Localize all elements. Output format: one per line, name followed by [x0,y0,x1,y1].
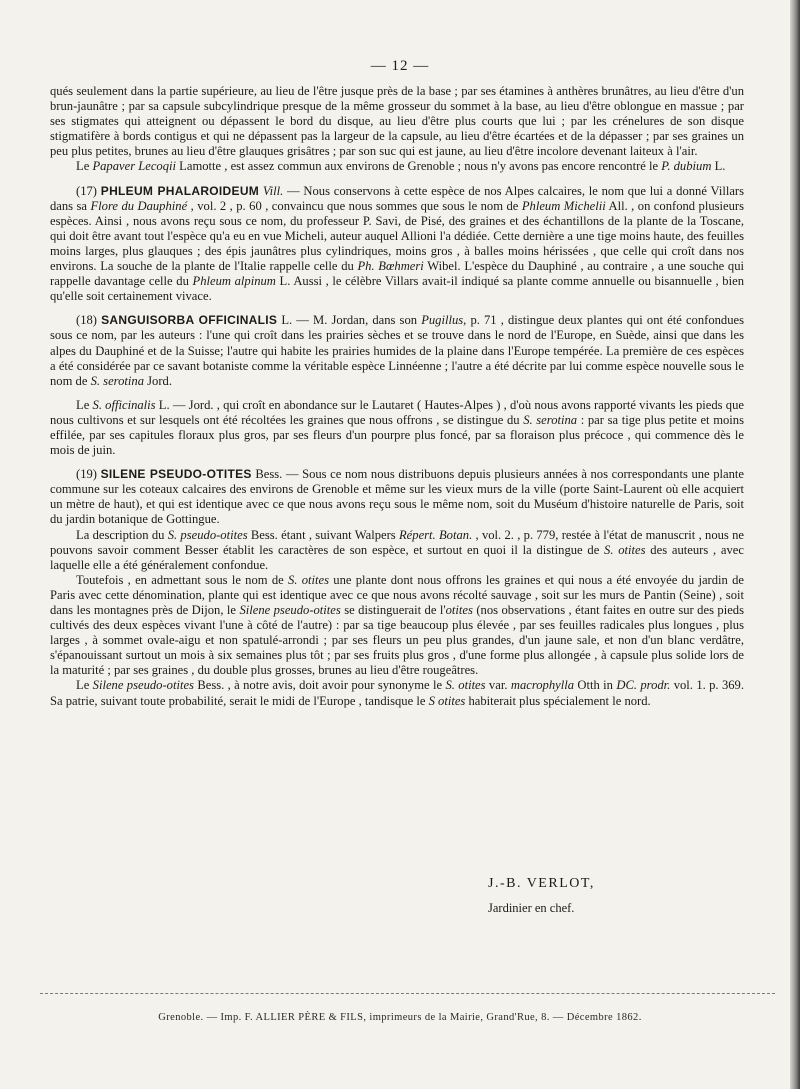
author-abbrev: Vill. [259,183,284,198]
book-title: Répert. Botan. [398,527,473,542]
text-run: , vol. 2 , p. 60 , convaincu que nous sommes que sous le nom de [187,198,522,213]
text-run: des auteurs , avec laquelle elle a été généralement confondue. [50,542,744,572]
species-name: S. otites [445,678,486,693]
text-run: Wibel. L'espèce du Dauphiné , au contraire , a une souche qui rappelle davantage celle du [50,259,745,289]
page-edge-shadow [790,0,800,1089]
signature-role: Jardinier en chef. [488,901,575,915]
text-run: Le [76,159,93,174]
synonym-paragraph [50,678,744,708]
species-name: Phleum Michelii [521,198,606,213]
text-run: Jord. [144,373,172,388]
species-heading: PHLEUM PHALAROIDEUM [100,183,260,198]
comparison-paragraph [50,573,744,679]
species-name: S. serotina [90,373,144,388]
species-name: P. dubium [661,159,712,174]
species-name: S. officinalis [92,397,156,412]
species-name: Phleum alpinum [192,274,276,289]
species-name: otites [445,603,473,617]
text-run: — Nous conservons à cette espèce de nos Alpes calcaires, le nom que lui a donné Villars dans sa [50,183,745,213]
book-title: DC. prodr. [616,678,671,693]
officinalis-paragraph [50,398,744,458]
footer-rule [40,993,775,994]
text-run: se distinguerait de l' [340,603,446,617]
text-run: , p. 71 , distingue deux plantes qui ont été confondues sous ce nom, par les auteurs : l'une qui croît dans les prairies sèches et se trouve dans le nord de l'Europe, en Suède, ainsi que dans les alpes du Dauphiné et de la Suisse; l'autre qui habite les prairies humides de la plaine dans l'Europe tempérée. La première de ces espèces a été considérée par ce savant botaniste comme la véritable espèce Linnéenne ; l'autre a été décrite par lui comme espèce nouvelle sous le nom de [50,313,745,388]
note-number: (19) [76,467,101,482]
species-name: macrophylla [510,678,575,693]
page-number: — 12 — [370,58,430,74]
main-text [50,84,744,709]
text-run: une plante dont nous offrons les graines et qui nous a été envoyée du jardin de Paris avec cette dénomination, plante qui est identique avec ce que nous avons récolté sauvage , soit sur les murs de Pantin (Seine) , soit dans les montagnes près de Dijon, le [50,572,744,617]
text-run: Bess. , à notre avis, doit avoir pour synonyme le [193,678,446,693]
species-name: S. pseudo-otites [167,527,248,542]
text-run: All. , on confond plusieurs espèces. Ainsi , nous avons reçu sous ce nom, du professeur P. Savi, de Pisé, des graines et des échantillons de la plante de la Toscane, qui doit être avant tout l'espèce qu'a eu en vue Micheli, auteur auquel Allioni l'a dédiée. Cette dernière a une tige moins haute, des feuilles moins larges, plus glauques ; des épis jaunâtres plus cylindriques, moins gros , à balles moins hérissées , que celle qui croît dans nos environs. La souche de la plante de l'Italie rappelle celle du [50,198,745,274]
book-title: Flore du Dauphiné [90,198,188,213]
printer-imprint: Grenoble. — Imp. F. ALLIER PÈRE & FILS, imprimeurs de la Mairie, Grand'Rue, 8. — Décembre 1862. [158,1012,642,1023]
text-run: vol. 1. p. 369. Sa patrie, suivant toute probabilité, serait le midi de l'Europe , tandisque le [50,678,744,708]
note-19-paragraph [50,467,744,527]
species-heading: SANGUISORBA OFFICINALIS [101,313,278,328]
text-run: Bess. — Sous ce nom nous distribuons depuis plusieurs années à nos correspondants une plante commune sur les coteaux calcaires des environs de Grenoble et même sur les vieux murs de la ville (porte Saint-Laurent où elle acquiert un mètre de haut), et qui est identique avec ce que nous avons reçu sous le même nom, soit du Muséum d'histoire naturelle de Paris, soit du jardin botanique de Gottingue. [50,467,744,527]
species-name: S. serotina [523,412,578,427]
book-title: Pugillus [421,313,464,328]
text-run: var. [485,678,511,693]
species-name: S. otites [288,572,329,587]
text-run: , vol. 2. , p. 779, restée à l'état de manuscrit , nous ne pouvons savoir comment Besser établit les caractères de son espèce, et surtout en quoi il la distingue de [50,527,744,557]
text-run: Otth in [574,678,617,693]
text-run: L. — Jord. , qui croît en abondance sur le Lautaret ( Hautes-Alpes ) , d'où nous avons rapporté vivants les pieds que nous cultivons et sur lesquels ont été récoltées les graines que nous offrons , se distingue du [50,397,744,427]
text-run: Toutefois , en admettant sous le nom de [76,572,288,587]
species-heading: SILENE PSEUDO-OTITES [100,467,252,482]
note-number: (18) [76,313,102,328]
text-run: Le [76,678,93,693]
text-run: La description du [76,527,168,542]
species-name: Silene pseudo-otites [92,678,194,693]
text-run: : par sa tige plus petite et moins effilée, par ses capitules floraux plus gros, par ses fleurs d'un pourpre plus foncé, par sa floraison plus précoce , qui commence dès le mois de juin. [50,412,744,458]
note-17-paragraph [50,184,744,305]
species-name: S. otites [604,542,646,557]
text-run: Lamotte , est assez commun aux environs de Grenoble ; nous n'y avons pas encore rencontré le [176,159,662,174]
species-name: S otites [428,693,466,708]
continuation-paragraph: qués seulement dans la partie supérieure, au lieu de l'être jusque près de la base ; par ses étamines à anthères brunâtres, au lieu d'être d'un brun-jaunâtre ; par sa capsule subcylindrique presque de la même grosseur du sommet à la base, au lieu d'être oblongue en massue ; par ses stigmates qui atteignent ou dépassent le bord du disque, au lieu d'être plus courts que lui ; par les crénelures de son disque stigmatifère à bords contigus et qui ne dépassent pas la largeur de la capsule, au lieu d'être écartées et de la dépasser ; par ses graines un peu plus petites, brunes au lieu d'être glauques grisâtres ; par son suc qui est jaune, au lieu d'être incolore devenant laiteux à l'air. [50,84,744,159]
note-18-paragraph [50,313,744,388]
note-number: (17) [76,183,101,198]
text-run: L. [711,159,726,174]
description-paragraph [50,528,744,573]
text-run: L. — M. Jordan, dans son [277,313,422,328]
signature-name: J.-B. VERLOT, [488,876,595,891]
text-run: L. Aussi , le célèbre Villars avait-il indiqué sa plante comme annuelle ou bisannuelle , bien qu'elle soit certainement vivace. [50,274,744,304]
text-run: habiterait plus spécialement le nord. [465,693,651,708]
species-name: Ph. Bœhmeri [357,259,424,274]
species-name: Silene pseudo-otites [239,603,341,617]
text-run: Le [76,397,93,412]
papaver-paragraph [50,159,744,174]
species-name: Papaver Lecoqii [92,159,177,174]
text-run: (nos observations , étant faites en outre sur des pieds cultivés des deux espèces vivant l'une à côté de l'autre) : par sa tige beaucoup plus élevée , par ses feuilles radicales plus longues , plus larges , à sommet ovale-aigu et non spatulé-arrondi ; par ses fleurs un peu plus grandes, d'un jaune sale, et non d'un blanc verdâtre, s'épanouissant surtout un mois à six semaines plus tôt ; par ses fruits plus gros , d'une forme plus allongée , à capsule plus solide lors de la maturité ; par ses graines , du double plus grosses, brunes au lieu d'être rougeâtres. [50,603,744,678]
text-run: Bess. étant , suivant Walpers [247,527,399,542]
